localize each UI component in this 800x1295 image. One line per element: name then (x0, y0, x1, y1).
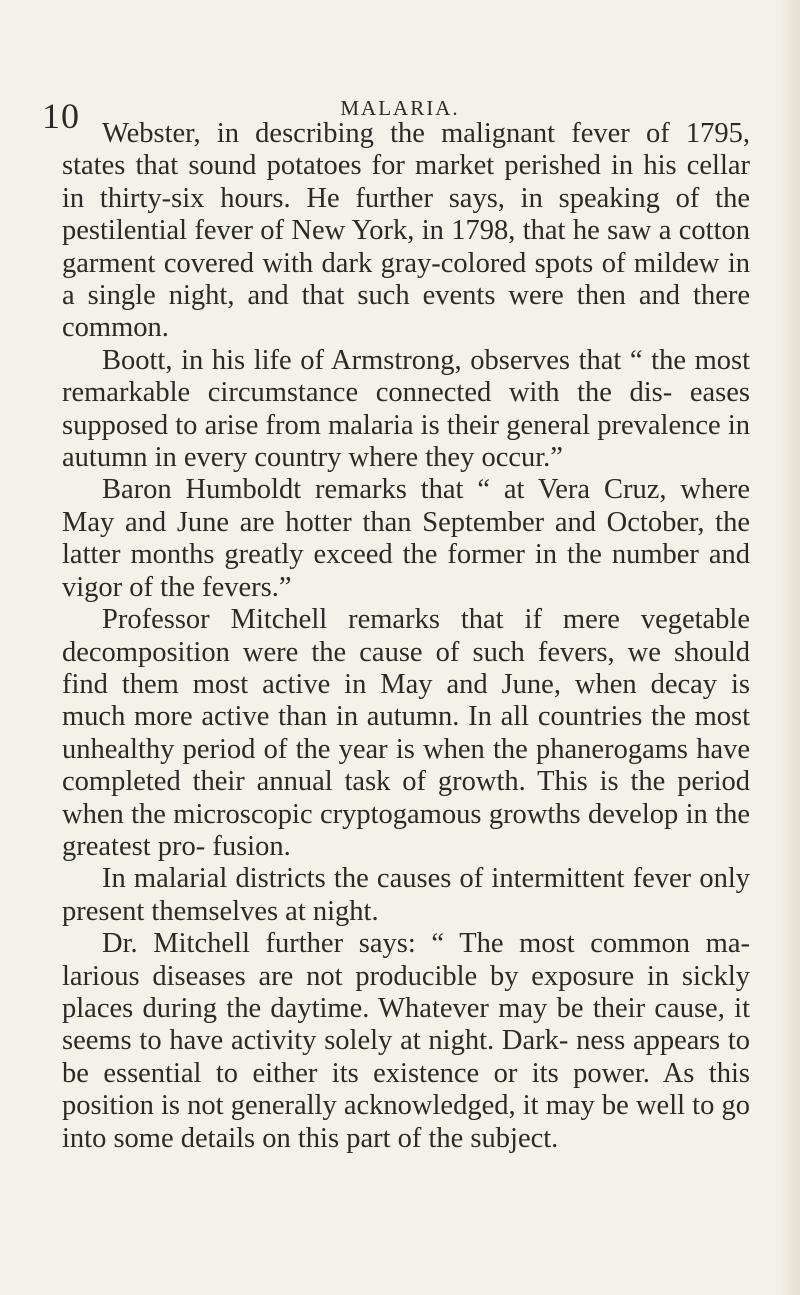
body-text (62, 118, 750, 1155)
page-number: 10 (42, 96, 80, 136)
page-edge-shadow (778, 0, 800, 1295)
running-head: MALARIA. (340, 96, 460, 120)
paragraph-dr-mitchell: Dr. Mitchell further says: “ The most common ma- larious diseases are not producible by exposure in sickly places during the daytime. Whatever may be their cause, it seems to have activity solely at night. Dark- ness appears to be essential to either its existence or its power. As this position is not generally acknowledged, it may be well to go into some details on this part of the subject. (62, 928, 750, 1154)
paragraph-boott: Boott, in his life of Armstrong, observes that “ the most remarkable circumstance connected with the dis- eases supposed to arise from malaria is their general prevalence in autumn in every country where they occur.” (62, 344, 750, 474)
paragraph-webster: Webster, in describing the malignant fever of 1795, states that sound potatoes for market perished in his cellar in thirty-six hours. He further says, in speaking of the pestilential fever of New York, in 1798, that he saw a cotton garment covered with dark gray-colored spots of mildew in a single night, and that such events were then and there common. (62, 118, 750, 344)
paragraph-humboldt: Baron Humboldt remarks that “ at Vera Cruz, where May and June are hotter than September and October, the latter months greatly exceed the former in the number and vigor of the fevers.” (62, 474, 750, 603)
paragraph-malarial-districts: In malarial districts the causes of intermittent fever only present themselves at night. (62, 863, 750, 927)
paragraph-mitchell: Professor Mitchell remarks that if mere vegetable decomposition were the cause of such fevers, we should find them most active in May and June, when decay is much more active than in autumn. In all countries the most unhealthy period of the year is when the phanerogams have completed their annual task of growth. This is the period when the microscopic cryptogamous growths develop in the greatest pro- fusion. (62, 604, 750, 862)
page-header (0, 62, 800, 136)
